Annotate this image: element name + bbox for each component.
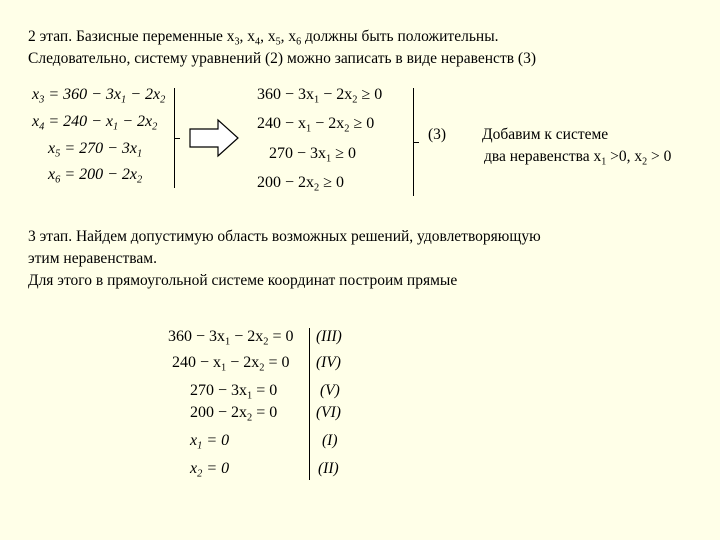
line-tag: (IV) bbox=[316, 354, 341, 371]
line-tag: (V) bbox=[320, 382, 340, 399]
stage2-line2: Следовательно, систему уравнений (2) можно записать в виде неравенств (3) bbox=[28, 50, 536, 67]
stage3-line1: 3 этап. Найдем допустимую область возможных решений, удовлетворяющую bbox=[28, 228, 541, 245]
system2-row: $x_4 = 240 - x_1 - 2x_2$ bbox=[32, 113, 158, 133]
line-tag: (III) bbox=[316, 328, 342, 345]
right-arrow-icon bbox=[188, 118, 240, 158]
line-equation: $270 - 3x_1 = 0$ bbox=[190, 382, 278, 402]
system-3 bbox=[255, 86, 415, 196]
line-equation: $200 - 2x_2 = 0$ bbox=[190, 404, 278, 424]
line-tag: (I) bbox=[322, 432, 338, 449]
system3-row: $240 - x_1 - 2x_2 \ge 0$ bbox=[257, 115, 375, 135]
stage2-line1: 2 этап. Базисные переменные $x_3$, $x_4$, $x_5$, $x_6$ должны быть положительны. bbox=[28, 28, 499, 48]
note-line1: Добавим к системе bbox=[482, 126, 609, 143]
system2-row: $x_3 = 360 - 3x_1 - 2x_2$ bbox=[32, 86, 166, 106]
line-equation: $360 - 3x_1 - 2x_2 = 0$ bbox=[168, 328, 294, 348]
system2-row: $x_5 = 270 - 3x_1$ bbox=[48, 140, 143, 160]
line-tag: (VI) bbox=[316, 404, 341, 421]
line-equation: $x_2 = 0$ bbox=[190, 460, 230, 480]
lines-system bbox=[168, 328, 368, 488]
stage3-line2: этим неравенствам. bbox=[28, 250, 157, 267]
system3-label: (3) bbox=[428, 126, 447, 143]
stage3-line3: Для этого в прямоугольной системе координат построим прямые bbox=[28, 272, 458, 289]
lines-divider bbox=[309, 328, 310, 480]
line-equation: $x_1 = 0$ bbox=[190, 432, 230, 452]
system3-row: $200 - 2x_2 \ge 0$ bbox=[257, 174, 345, 194]
system-2 bbox=[28, 86, 178, 190]
system2-brace bbox=[168, 88, 175, 188]
system3-row: $360 - 3x_1 - 2x_2 \ge 0$ bbox=[257, 86, 383, 106]
system3-brace bbox=[407, 88, 414, 196]
line-tag: (II) bbox=[318, 460, 339, 477]
system3-row: $270 - 3x_1 \ge 0$ bbox=[269, 145, 357, 165]
note-line2: два неравенства $x_1 >0$, $x_2 > 0$ bbox=[484, 148, 672, 168]
system2-row: $x_6 = 200 - 2x_2$ bbox=[48, 166, 143, 186]
line-equation: $240 - x_1 - 2x_2 = 0$ bbox=[172, 354, 290, 374]
